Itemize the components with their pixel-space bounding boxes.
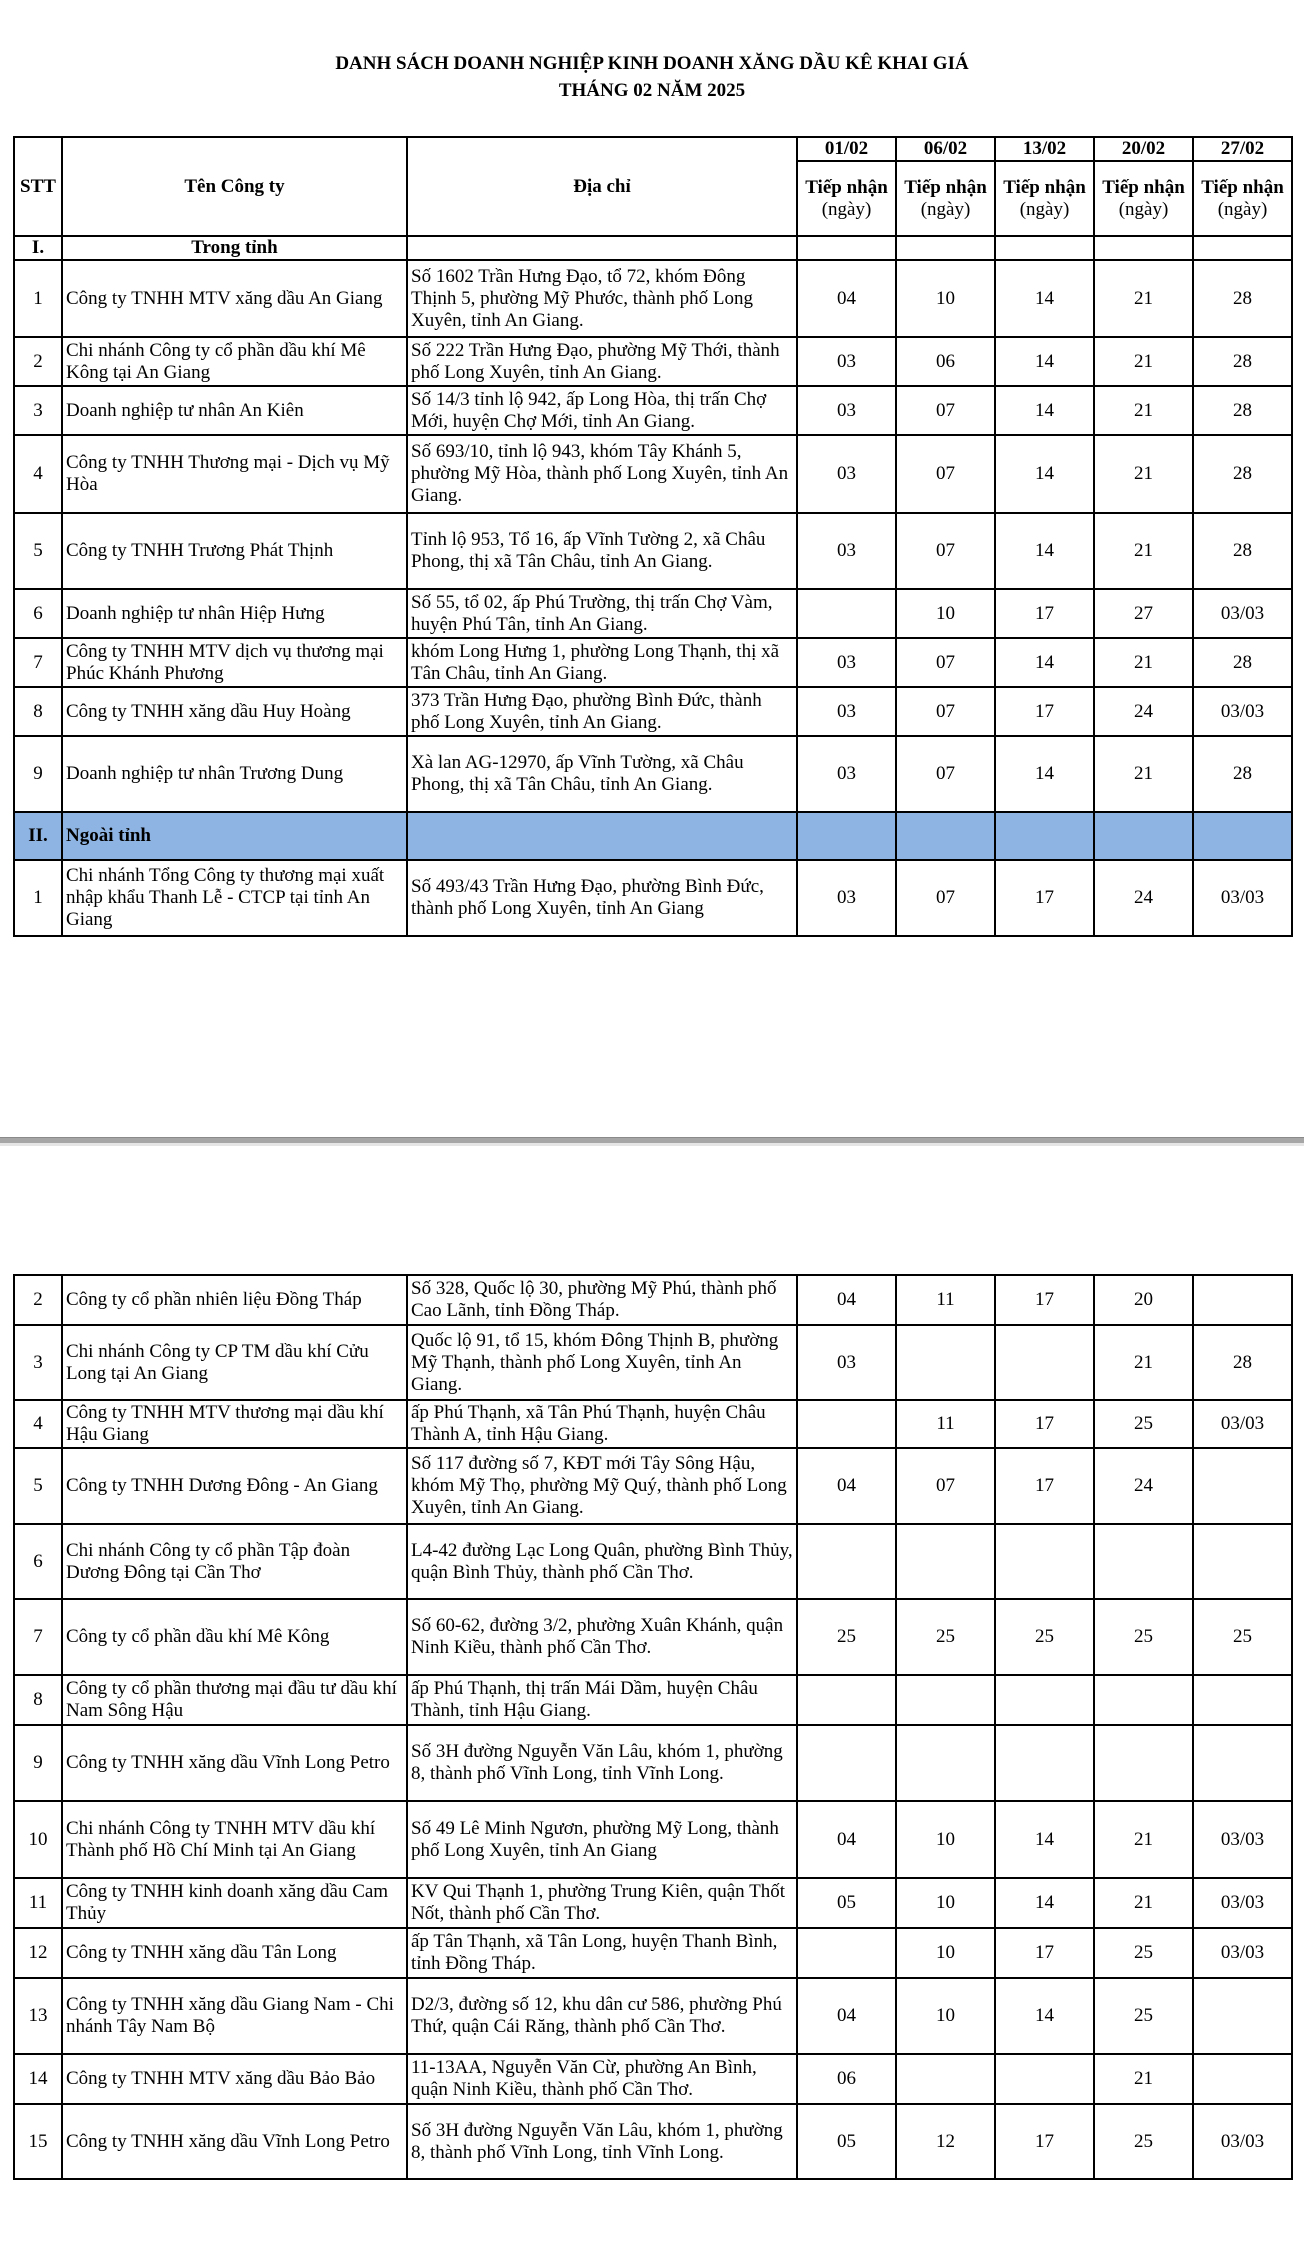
- company-name: Chi nhánh Công ty TNHH MTV dầu khí Thành phố Hồ Chí Minh tại An Giang: [62, 1801, 407, 1878]
- receive-day: 28: [1193, 638, 1292, 687]
- empty-cell: [407, 812, 797, 860]
- receive-day: 03/03: [1193, 1928, 1292, 1978]
- company-address: Số 3H đường Nguyễn Văn Lâu, khóm 1, phường 8, thành phố Vĩnh Long, tỉnh Vĩnh Long.: [407, 1725, 797, 1801]
- receive-day: 10: [896, 1801, 995, 1878]
- receive-day: [896, 1675, 995, 1725]
- table-row: [14, 736, 1292, 812]
- receive-label: Tiếp nhận: [1003, 176, 1086, 198]
- receive-day: [797, 1524, 896, 1599]
- table-row: [14, 386, 1292, 435]
- company-address: Số 55, tổ 02, ấp Phú Trường, thị trấn Chợ Vàm, huyện Phú Tân, tỉnh An Giang.: [407, 589, 797, 638]
- document-title-line-1: DANH SÁCH DOANH NGHIỆP KINH DOANH XĂNG DẦU KÊ KHAI GIÁ: [335, 53, 969, 74]
- row-number: 15: [14, 2104, 62, 2179]
- company-header: Tên Công ty: [62, 137, 407, 236]
- company-name: Công ty cổ phần dầu khí Mê Kông: [62, 1599, 407, 1675]
- receive-day: 03/03: [1193, 589, 1292, 638]
- receive-day: 25: [1094, 1400, 1193, 1448]
- receive-day: 25: [797, 1599, 896, 1675]
- receive-day: 25: [1094, 1928, 1193, 1978]
- receive-day: [797, 1675, 896, 1725]
- receive-day: 03: [797, 386, 896, 435]
- company-name: Doanh nghiệp tư nhân An Kiên: [62, 386, 407, 435]
- table-row: [14, 1275, 1292, 1325]
- receive-label: Tiếp nhận: [1102, 176, 1185, 198]
- receive-day: 07: [896, 386, 995, 435]
- company-address: Số 1602 Trần Hưng Đạo, tổ 72, khóm Đông Thịnh 5, phường Mỹ Phước, thành phố Long Xuyên, tỉnh An Giang.: [407, 260, 797, 337]
- table-row: [14, 1801, 1292, 1878]
- receive-day: 28: [1193, 513, 1292, 589]
- company-name: Chi nhánh Công ty CP TM dầu khí Cửu Long tại An Giang: [62, 1325, 407, 1400]
- company-name: Công ty TNHH MTV dịch vụ thương mại Phúc Khánh Phương: [62, 638, 407, 687]
- row-number: 14: [14, 2054, 62, 2104]
- receive-day: 04: [797, 1275, 896, 1325]
- receive-day: 14: [995, 736, 1094, 812]
- receive-label: Tiếp nhận: [805, 176, 888, 198]
- receive-day: 14: [995, 386, 1094, 435]
- receive-day: [995, 1675, 1094, 1725]
- company-name: Công ty cổ phần thương mại đầu tư dầu khí Nam Sông Hậu: [62, 1675, 407, 1725]
- receive-day: 21: [1094, 386, 1193, 435]
- table-row: [14, 687, 1292, 736]
- table-row: [14, 1725, 1292, 1801]
- company-name: Chi nhánh Tổng Công ty thương mại xuất nhập khẩu Thanh Lễ - CTCP tại tỉnh An Giang: [62, 860, 407, 936]
- receive-day: 21: [1094, 2054, 1193, 2104]
- receive-day: 03: [797, 638, 896, 687]
- table-row: [14, 589, 1292, 638]
- receive-day: 28: [1193, 260, 1292, 337]
- price-declaration-table-page-2: [13, 1274, 1293, 2180]
- table-row: [14, 260, 1292, 337]
- unit-label: (ngày): [1019, 198, 1070, 220]
- company-address: Số 693/10, tỉnh lộ 943, khóm Tây Khánh 5, phường Mỹ Hòa, thành phố Long Xuyên, tỉnh An Giang.: [407, 435, 797, 513]
- empty-cell: [896, 236, 995, 260]
- receive-day: 14: [995, 1978, 1094, 2054]
- receive-day: 14: [995, 638, 1094, 687]
- address-header: Địa chỉ: [407, 137, 797, 236]
- receive-day: [896, 1524, 995, 1599]
- table-row: [14, 2104, 1292, 2179]
- receive-day: 21: [1094, 435, 1193, 513]
- receive-day: 12: [896, 2104, 995, 2179]
- row-number: 4: [14, 435, 62, 513]
- row-number: 5: [14, 1448, 62, 1524]
- company-name: Chi nhánh Công ty cổ phần Tập đoàn Dương Đông tại Cần Thơ: [62, 1524, 407, 1599]
- empty-cell: [1094, 236, 1193, 260]
- receive-day: 27: [1094, 589, 1193, 638]
- receive-day: 21: [1094, 260, 1193, 337]
- receive-day: 25: [1094, 1599, 1193, 1675]
- company-name: Chi nhánh Công ty cổ phần dầu khí Mê Kông tại An Giang: [62, 337, 407, 386]
- company-name: Công ty TNHH MTV xăng dầu Bảo Bảo: [62, 2054, 407, 2104]
- receive-day: 04: [797, 1448, 896, 1524]
- table-row: [14, 1675, 1292, 1725]
- receive-day: [1193, 2054, 1292, 2104]
- row-number: 8: [14, 687, 62, 736]
- row-number: 8: [14, 1675, 62, 1725]
- row-number: 2: [14, 1275, 62, 1325]
- company-name: Công ty TNHH xăng dầu Huy Hoàng: [62, 687, 407, 736]
- row-number: 7: [14, 1599, 62, 1675]
- empty-cell: [995, 236, 1094, 260]
- table-row: [14, 1524, 1292, 1599]
- date-header: 13/02: [995, 137, 1094, 161]
- receive-day: 05: [797, 2104, 896, 2179]
- empty-cell: [797, 236, 896, 260]
- receive-day: [797, 1725, 896, 1801]
- receive-header: [1193, 161, 1292, 236]
- receive-header: [995, 161, 1094, 236]
- receive-day: 21: [1094, 337, 1193, 386]
- receive-header: [1094, 161, 1193, 236]
- receive-day: [995, 1524, 1094, 1599]
- empty-cell: [797, 812, 896, 860]
- receive-day: 14: [995, 260, 1094, 337]
- receive-day: 17: [995, 687, 1094, 736]
- receive-day: 04: [797, 260, 896, 337]
- row-number: 2: [14, 337, 62, 386]
- company-address: Tỉnh lộ 953, Tổ 16, ấp Vĩnh Tường 2, xã Châu Phong, thị xã Tân Châu, tỉnh An Giang.: [407, 513, 797, 589]
- stt-header: STT: [14, 137, 62, 236]
- receive-day: 21: [1094, 1878, 1193, 1928]
- company-name: Công ty TNHH MTV xăng dầu An Giang: [62, 260, 407, 337]
- company-name: Công ty TNHH xăng dầu Vĩnh Long Petro: [62, 2104, 407, 2179]
- receive-day: 10: [896, 1978, 995, 2054]
- empty-cell: [896, 812, 995, 860]
- section-name: Ngoài tỉnh: [62, 812, 407, 860]
- row-number: 9: [14, 1725, 62, 1801]
- company-name: Công ty cổ phần nhiên liệu Đồng Tháp: [62, 1275, 407, 1325]
- company-address: Số 3H đường Nguyễn Văn Lâu, khóm 1, phường 8, thành phố Vĩnh Long, tỉnh Vĩnh Long.: [407, 2104, 797, 2179]
- receive-day: 17: [995, 589, 1094, 638]
- receive-day: 10: [896, 589, 995, 638]
- row-number: 3: [14, 1325, 62, 1400]
- receive-day: [797, 589, 896, 638]
- company-name: Doanh nghiệp tư nhân Hiệp Hưng: [62, 589, 407, 638]
- row-number: 4: [14, 1400, 62, 1448]
- receive-day: 03/03: [1193, 2104, 1292, 2179]
- table-row: [14, 2054, 1292, 2104]
- company-name: Công ty TNHH xăng dầu Giang Nam - Chi nhánh Tây Nam Bộ: [62, 1978, 407, 2054]
- company-address: Số 117 đường số 7, KĐT mới Tây Sông Hậu, khóm Mỹ Thọ, phường Mỹ Quý, thành phố Long Xuyên, tỉnh An Giang.: [407, 1448, 797, 1524]
- company-address: Quốc lộ 91, tổ 15, khóm Đông Thịnh B, phường Mỹ Thạnh, thành phố Long Xuyên, tỉnh An Giang.: [407, 1325, 797, 1400]
- receive-day: [896, 1725, 995, 1801]
- receive-day: 04: [797, 1978, 896, 2054]
- row-number: 1: [14, 860, 62, 936]
- receive-day: 17: [995, 860, 1094, 936]
- receive-day: 28: [1193, 435, 1292, 513]
- empty-cell: [1193, 236, 1292, 260]
- receive-day: 28: [1193, 736, 1292, 812]
- receive-day: 06: [896, 337, 995, 386]
- receive-day: 21: [1094, 1801, 1193, 1878]
- receive-day: 17: [995, 2104, 1094, 2179]
- receive-day: 07: [896, 687, 995, 736]
- row-number: 6: [14, 589, 62, 638]
- table-row: [14, 1978, 1292, 2054]
- row-number: 5: [14, 513, 62, 589]
- receive-day: 25: [896, 1599, 995, 1675]
- receive-day: 11: [896, 1400, 995, 1448]
- receive-day: [1193, 1725, 1292, 1801]
- receive-day: 05: [797, 1878, 896, 1928]
- company-address: Số 14/3 tỉnh lộ 942, ấp Long Hòa, thị trấn Chợ Mới, huyện Chợ Mới, tỉnh An Giang.: [407, 386, 797, 435]
- receive-day: 06: [797, 2054, 896, 2104]
- receive-day: 10: [896, 1928, 995, 1978]
- company-name: Công ty TNHH xăng dầu Tân Long: [62, 1928, 407, 1978]
- unit-label: (ngày): [1217, 198, 1268, 220]
- receive-day: [1094, 1524, 1193, 1599]
- row-number: 12: [14, 1928, 62, 1978]
- receive-day: [1094, 1725, 1193, 1801]
- receive-day: [896, 2054, 995, 2104]
- receive-header: [896, 161, 995, 236]
- receive-day: 25: [1094, 2104, 1193, 2179]
- date-header: 06/02: [896, 137, 995, 161]
- company-name: Công ty TNHH Thương mại - Dịch vụ Mỹ Hòa: [62, 435, 407, 513]
- company-name: Công ty TNHH kinh doanh xăng dầu Cam Thủy: [62, 1878, 407, 1928]
- date-header: 01/02: [797, 137, 896, 161]
- receive-day: [1193, 1448, 1292, 1524]
- company-address: L4-42 đường Lạc Long Quân, phường Bình Thủy, quận Bình Thủy, thành phố Cần Thơ.: [407, 1524, 797, 1599]
- table-row: [14, 860, 1292, 936]
- receive-day: 03/03: [1193, 687, 1292, 736]
- company-address: khóm Long Hưng 1, phường Long Thạnh, thị xã Tân Châu, tỉnh An Giang.: [407, 638, 797, 687]
- receive-day: 28: [1193, 386, 1292, 435]
- receive-day: 04: [797, 1801, 896, 1878]
- receive-day: 03/03: [1193, 860, 1292, 936]
- receive-day: 17: [995, 1275, 1094, 1325]
- row-number: 3: [14, 386, 62, 435]
- company-address: D2/3, đường số 12, khu dân cư 586, phường Phú Thứ, quận Cái Răng, thành phố Cần Thơ.: [407, 1978, 797, 2054]
- receive-day: 24: [1094, 687, 1193, 736]
- section-row: [14, 812, 1292, 860]
- receive-day: [1193, 1675, 1292, 1725]
- table-row: [14, 1928, 1292, 1978]
- company-address: Số 222 Trần Hưng Đạo, phường Mỹ Thới, thành phố Long Xuyên, tỉnh An Giang.: [407, 337, 797, 386]
- receive-day: 07: [896, 736, 995, 812]
- receive-day: 17: [995, 1448, 1094, 1524]
- receive-day: 28: [1193, 337, 1292, 386]
- section-number: I.: [14, 236, 62, 260]
- company-address: ấp Phú Thạnh, thị trấn Mái Dầm, huyện Châu Thành, tỉnh Hậu Giang.: [407, 1675, 797, 1725]
- company-name: Công ty TNHH Dương Đông - An Giang: [62, 1448, 407, 1524]
- company-name: Doanh nghiệp tư nhân Trương Dung: [62, 736, 407, 812]
- receive-day: [797, 1928, 896, 1978]
- company-address: Số 49 Lê Minh Ngươn, phường Mỹ Long, thành phố Long Xuyên, tỉnh An Giang: [407, 1801, 797, 1878]
- receive-day: 21: [1094, 513, 1193, 589]
- section-number: II.: [14, 812, 62, 860]
- receive-day: 10: [896, 260, 995, 337]
- receive-day: [995, 2054, 1094, 2104]
- table-row: [14, 1325, 1292, 1400]
- receive-day: 03/03: [1193, 1801, 1292, 1878]
- row-number: 1: [14, 260, 62, 337]
- receive-day: 03: [797, 736, 896, 812]
- company-name: Công ty TNHH xăng dầu Vĩnh Long Petro: [62, 1725, 407, 1801]
- receive-header: [797, 161, 896, 236]
- company-address: 11-13AA, Nguyễn Văn Cừ, phường An Bình, quận Ninh Kiều, thành phố Cần Thơ.: [407, 2054, 797, 2104]
- receive-day: [995, 1325, 1094, 1400]
- receive-day: 03: [797, 687, 896, 736]
- price-declaration-table-page-1: [13, 136, 1293, 937]
- table-row: [14, 1599, 1292, 1675]
- document-title-line-2: THÁNG 02 NĂM 2025: [558, 80, 746, 101]
- receive-day: 17: [995, 1400, 1094, 1448]
- date-header: 27/02: [1193, 137, 1292, 161]
- receive-day: 17: [995, 1928, 1094, 1978]
- row-number: 10: [14, 1801, 62, 1878]
- row-number: 13: [14, 1978, 62, 2054]
- empty-cell: [995, 812, 1094, 860]
- receive-day: 03: [797, 860, 896, 936]
- date-header: 20/02: [1094, 137, 1193, 161]
- receive-day: [995, 1725, 1094, 1801]
- receive-day: 03/03: [1193, 1400, 1292, 1448]
- row-number: 7: [14, 638, 62, 687]
- receive-day: 07: [896, 860, 995, 936]
- receive-day: 25: [1193, 1599, 1292, 1675]
- receive-day: 03: [797, 513, 896, 589]
- receive-day: 14: [995, 513, 1094, 589]
- receive-day: 21: [1094, 1325, 1193, 1400]
- unit-label: (ngày): [1118, 198, 1169, 220]
- company-address: Số 328, Quốc lộ 30, phường Mỹ Phú, thành phố Cao Lãnh, tỉnh Đồng Tháp.: [407, 1275, 797, 1325]
- receive-day: 21: [1094, 638, 1193, 687]
- receive-day: [797, 1400, 896, 1448]
- table-row: [14, 435, 1292, 513]
- receive-day: 14: [995, 1801, 1094, 1878]
- company-name: Công ty TNHH Trương Phát Thịnh: [62, 513, 407, 589]
- row-number: 11: [14, 1878, 62, 1928]
- receive-day: [1094, 1675, 1193, 1725]
- receive-day: 03: [797, 435, 896, 513]
- receive-day: [1193, 1275, 1292, 1325]
- company-address: Số 60-62, đường 3/2, phường Xuân Khánh, quận Ninh Kiều, thành phố Cần Thơ.: [407, 1599, 797, 1675]
- receive-day: [1193, 1524, 1292, 1599]
- receive-day: 20: [1094, 1275, 1193, 1325]
- receive-label: Tiếp nhận: [1201, 176, 1284, 198]
- receive-day: 14: [995, 1878, 1094, 1928]
- empty-cell: [407, 236, 797, 260]
- unit-label: (ngày): [821, 198, 872, 220]
- empty-cell: [1094, 812, 1193, 860]
- receive-day: 10: [896, 1878, 995, 1928]
- row-number: 9: [14, 736, 62, 812]
- company-address: 373 Trần Hưng Đạo, phường Bình Đức, thành phố Long Xuyên, tỉnh An Giang.: [407, 687, 797, 736]
- company-address: KV Qui Thạnh 1, phường Trung Kiên, quận Thốt Nốt, thành phố Cần Thơ.: [407, 1878, 797, 1928]
- section-row: [14, 236, 1292, 260]
- table-row: [14, 638, 1292, 687]
- receive-label: Tiếp nhận: [904, 176, 987, 198]
- row-number: 6: [14, 1524, 62, 1599]
- receive-day: 24: [1094, 860, 1193, 936]
- receive-day: 14: [995, 435, 1094, 513]
- company-name: Công ty TNHH MTV thương mại dầu khí Hậu Giang: [62, 1400, 407, 1448]
- receive-day: [1193, 1978, 1292, 2054]
- table-row: [14, 337, 1292, 386]
- company-address: ấp Phú Thạnh, xã Tân Phú Thạnh, huyện Châu Thành A, tỉnh Hậu Giang.: [407, 1400, 797, 1448]
- receive-day: 07: [896, 638, 995, 687]
- receive-day: 03: [797, 337, 896, 386]
- receive-day: 14: [995, 337, 1094, 386]
- receive-day: [896, 1325, 995, 1400]
- receive-day: 03/03: [1193, 1878, 1292, 1928]
- unit-label: (ngày): [920, 198, 971, 220]
- table-row: [14, 1448, 1292, 1524]
- receive-day: 25: [1094, 1978, 1193, 2054]
- receive-day: 25: [995, 1599, 1094, 1675]
- empty-cell: [1193, 812, 1292, 860]
- receive-day: 03: [797, 1325, 896, 1400]
- receive-day: 21: [1094, 736, 1193, 812]
- page-separator-shadow: [0, 1143, 1304, 1146]
- receive-day: 11: [896, 1275, 995, 1325]
- company-address: Số 493/43 Trần Hưng Đạo, phường Bình Đức, thành phố Long Xuyên, tỉnh An Giang: [407, 860, 797, 936]
- company-address: ấp Tân Thạnh, xã Tân Long, huyện Thanh Bình, tỉnh Đồng Tháp.: [407, 1928, 797, 1978]
- receive-day: 07: [896, 1448, 995, 1524]
- receive-day: 07: [896, 513, 995, 589]
- table-row: [14, 513, 1292, 589]
- table-row: [14, 1400, 1292, 1448]
- receive-day: 24: [1094, 1448, 1193, 1524]
- section-name: Trong tỉnh: [62, 236, 407, 260]
- receive-day: 28: [1193, 1325, 1292, 1400]
- company-address: Xà lan AG-12970, ấp Vĩnh Tường, xã Châu Phong, thị xã Tân Châu, tỉnh An Giang.: [407, 736, 797, 812]
- table-row: [14, 1878, 1292, 1928]
- receive-day: 07: [896, 435, 995, 513]
